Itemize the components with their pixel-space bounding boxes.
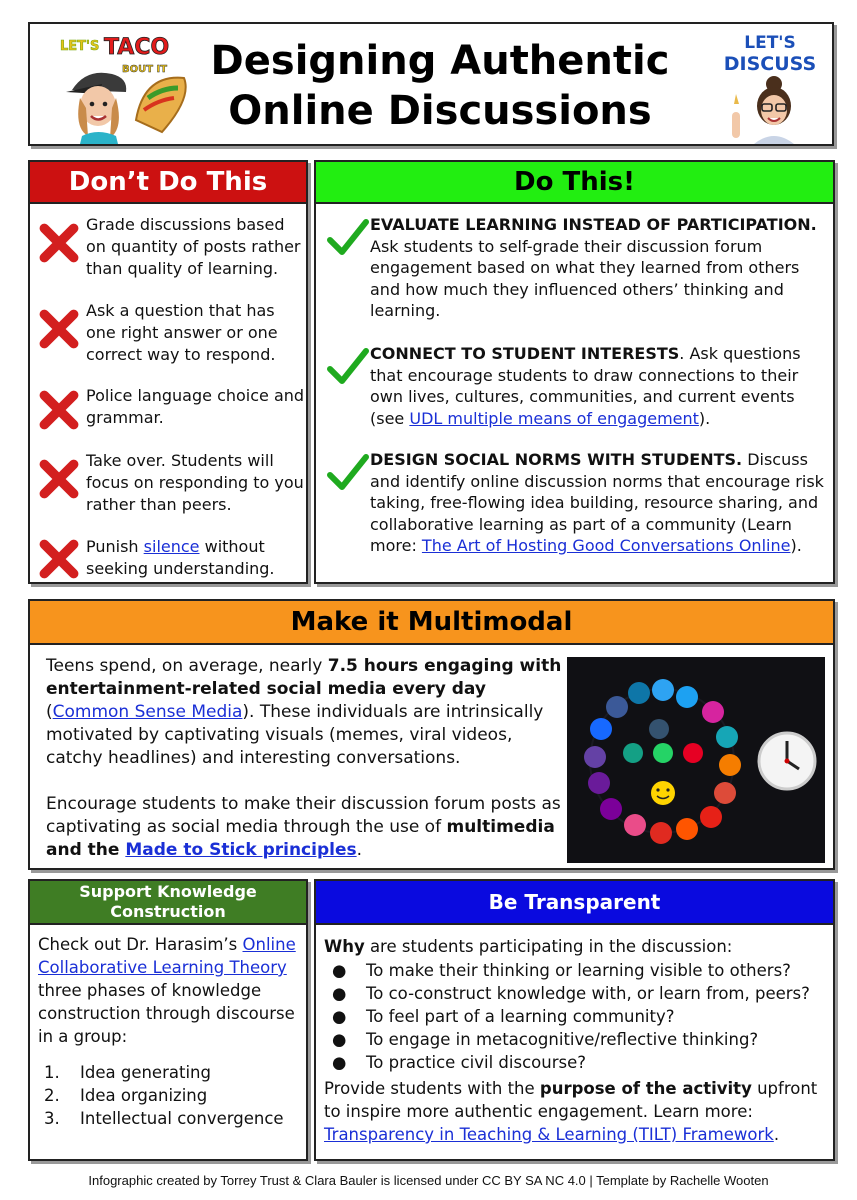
do-item-text [370, 343, 830, 429]
svg-text:DISCUSS: DISCUSS [723, 53, 817, 75]
dont-item-text: Police language choice and grammar. [86, 386, 305, 427]
art-of-hosting-link[interactable]: The Art of Hosting Good Conversations Online [421, 536, 791, 556]
dont-item [36, 450, 304, 514]
common-sense-media-link[interactable]: Common Sense Media [52, 702, 243, 722]
foot-pre: Provide students with the [324, 1079, 540, 1098]
list-item-label: Idea organizing [80, 1086, 208, 1105]
list-item-label: To co-construct knowledge with, or learn from, peers? [366, 984, 810, 1003]
title-line-2: Online Discussions [228, 88, 652, 134]
why-bold: Why [324, 937, 365, 956]
title-line-1: Designing Authentic [210, 38, 670, 84]
dont-item-text [86, 536, 308, 580]
list-item [332, 959, 832, 982]
list-item-label: Intellectual convergence [80, 1109, 284, 1128]
list-item [332, 1051, 832, 1074]
why-rest: are students participating in the discussion: [364, 937, 733, 956]
page-title [205, 36, 675, 136]
bullet-icon: ● [332, 1007, 347, 1026]
list-item [44, 1084, 304, 1107]
multimodal-heading: Make it Multimodal [30, 601, 833, 645]
do-item-body: Discuss and identify online discussion norms that encourage risk taking, free-flowing idea building, resource sharing, and collaborative learning as part of a community (Learn more: [370, 450, 824, 556]
dont-item-text: Ask a question that has one right answer or one correct way to respond. [86, 301, 278, 364]
license-credit: Infographic created by Torrey Trust & Clara Bauler is licensed under CC BY SA NC 4.0 | Template by Rachelle Wooten [88, 1173, 769, 1188]
tilt-framework-link[interactable]: Transparency in Teaching & Learning (TILT) Framework [324, 1125, 774, 1144]
do-item-bold: DESIGN SOCIAL NORMS WITH STUDENTS. [370, 450, 743, 469]
red-x-icon [38, 389, 80, 431]
red-x-icon [38, 538, 80, 580]
do-item-body: . Ask questions that encourage students to draw connections to their own lives, cultures, communities, and current events (see [370, 344, 801, 428]
dont-item-text-post: without seeking understanding. [86, 537, 275, 578]
list-number: 3. [44, 1109, 60, 1128]
svg-text:LET'S: LET'S [744, 33, 796, 53]
support-intro-post: three phases of knowledge construction through discourse in a group: [38, 981, 295, 1046]
list-item [332, 1028, 832, 1051]
transparent-why [324, 935, 829, 958]
dont-heading: Don’t Do This [30, 162, 306, 204]
foot-bold: purpose of the activity [539, 1079, 752, 1098]
list-item [44, 1107, 304, 1130]
knowledge-phases-list [44, 1061, 304, 1130]
bullet-icon: ● [332, 1030, 347, 1049]
dont-do-this-panel [28, 160, 308, 584]
list-number: 2. [44, 1086, 60, 1105]
be-transparent-panel [314, 879, 835, 1161]
red-x-icon [38, 458, 80, 500]
dont-item [36, 536, 304, 600]
dont-item-text-pre: Punish [86, 537, 144, 556]
foot-mid: upfront to inspire more authentic engagement. Learn more: [324, 1079, 818, 1121]
list-item-label: To feel part of a learning community? [366, 1007, 675, 1026]
dont-item-text: Take over. Students will focus on responding to you rather than peers. [86, 451, 304, 514]
green-check-icon [326, 347, 370, 387]
social-media-icons-clock-image [567, 657, 825, 863]
svg-text:TACO: TACO [104, 35, 170, 60]
do-item-post: ). [698, 408, 711, 428]
list-item [332, 1005, 832, 1028]
online-collaborative-learning-link[interactable]: Online Collaborative Learning Theory [38, 935, 296, 977]
dont-item [36, 214, 304, 278]
purpose-bullet-list [332, 959, 832, 1074]
green-check-icon [326, 453, 370, 493]
foot-post: . [773, 1125, 780, 1144]
dont-item [36, 300, 304, 364]
do-item-post: ). [790, 536, 802, 556]
multimodal-p1-post: ). These individuals are intrinsically motivated by captivating visuals (memes, viral videos, catchy headlines) and interesting conversations. [46, 702, 544, 768]
multimodal-p1-pre: Teens spend, on average, nearly [46, 656, 328, 676]
list-item [44, 1061, 304, 1084]
silence-link[interactable]: silence [143, 537, 200, 556]
svg-text:BOUT IT: BOUT IT [122, 64, 168, 75]
header-banner [28, 22, 834, 146]
bullet-icon: ● [332, 961, 347, 980]
multimodal-p2-bold: multimedia and the [46, 817, 555, 860]
multimodal-p2-pre: Encourage students to make their discussion forum posts as captivating as social media through the use of [46, 794, 561, 837]
support-knowledge-panel [28, 879, 308, 1161]
multimodal-p1-bold: 7.5 hours engaging with entertainment-related social media every day [46, 656, 562, 699]
svg-text:LET'S: LET'S [60, 39, 100, 54]
lets-discuss-avatar-logo [710, 28, 830, 144]
do-heading: Do This! [316, 162, 833, 204]
multimodal-paragraph-1 [46, 655, 566, 770]
multimodal-text [46, 655, 566, 885]
transparent-footer-text [324, 1077, 829, 1146]
multimodal-p2-post: . [356, 840, 363, 860]
taco-avatar-logo [52, 28, 212, 144]
bullet-icon: ● [332, 984, 347, 1003]
transparent-heading: Be Transparent [316, 881, 833, 925]
do-item-body: Ask students to self-grade their discussion forum engagement based on what they learned from others and how much they influenced others’ thinking and learning. [370, 236, 800, 321]
multimodal-panel [28, 599, 835, 870]
do-item-text [370, 214, 830, 322]
list-item-label: To make their thinking or learning visible to others? [366, 961, 791, 980]
list-item [332, 982, 832, 1005]
multimodal-paragraph-2 [46, 793, 566, 862]
red-x-icon [38, 222, 80, 264]
list-number: 1. [44, 1063, 60, 1082]
dont-item-text: Grade discussions based on quantity of posts rather than quality of learning. [86, 215, 301, 278]
dont-item [36, 385, 304, 449]
do-item-bold: EVALUATE LEARNING INSTEAD OF PARTICIPATION. [370, 215, 817, 234]
support-intro [38, 933, 302, 1048]
do-item-text [370, 449, 830, 557]
do-this-panel [314, 160, 835, 584]
list-item-label: To practice civil discourse? [366, 1053, 586, 1072]
udl-link[interactable]: UDL multiple means of engagement [409, 408, 699, 428]
red-x-icon [38, 308, 80, 350]
bullet-icon: ● [332, 1053, 347, 1072]
do-item-bold: CONNECT TO STUDENT INTERESTS [370, 344, 680, 363]
made-to-stick-link[interactable]: Made to Stick principles [125, 840, 357, 860]
support-heading: Support Knowledge Construction [30, 881, 306, 925]
support-intro-pre: Check out Dr. Harasim’s [38, 935, 243, 954]
multimodal-p1-mid: ( [46, 702, 53, 722]
list-item-label: To engage in metacognitive/reflective thinking? [366, 1030, 759, 1049]
list-item-label: Idea generating [80, 1063, 211, 1082]
green-check-icon [326, 218, 370, 258]
